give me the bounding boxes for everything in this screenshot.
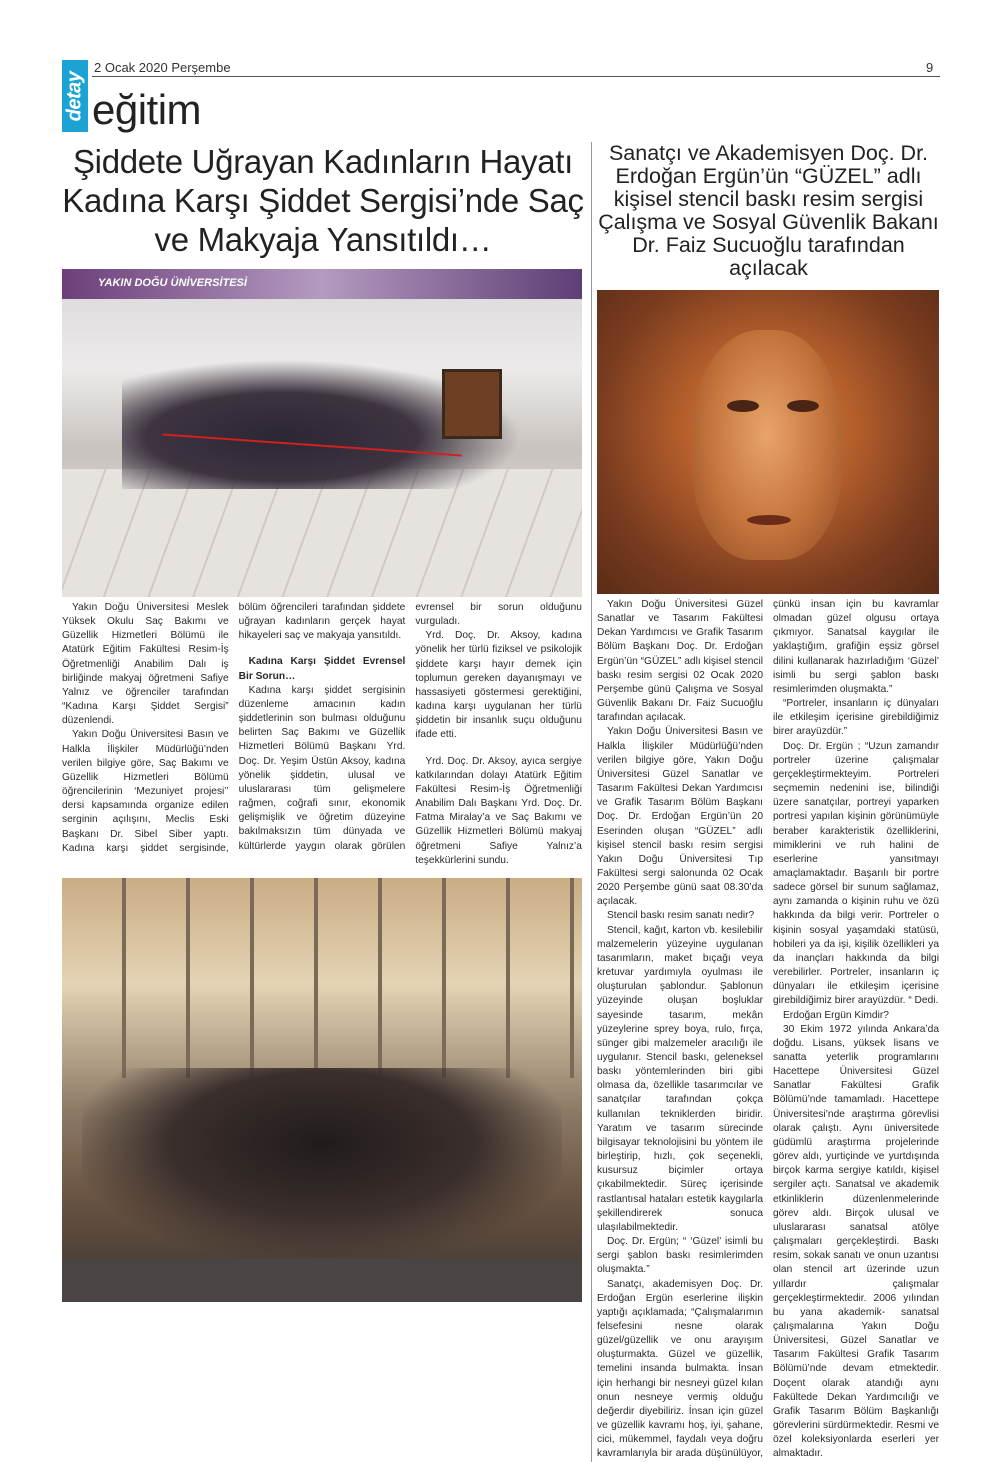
university-banner: YAKIN DOĞU ÜNİVERSİTESİ (62, 269, 582, 299)
paragraph: Kadına karşı şiddet sergisinin düzenleme amacının kadın şiddetlerinin son bulması olduğunu belirten Saç Bakımı ve Güzellik Hizmetleri Bölümü Başkanı Yrd. Doç. Dr. Yeşim Üstün Aksoy, kadına yönelik şiddetin, ulusal ve uluslararası tüm gelişmelere rağmen, coğrafi sınır, ekonomik gelişmişlik ve öğretim düzeyine bakılmaksızın tüm dünyada ve kültürlerde yaygın olarak görülen evrensel bir sorun olduğunu vurguladı. (238, 602, 582, 852)
exhibition-opening-photo (62, 269, 582, 597)
page-number: 9 (926, 60, 934, 75)
section-title: eğitim (92, 86, 202, 133)
subheading: Kadına Karşı Şiddet Evrensel Bir Sorun… (238, 656, 406, 682)
newspaper-logo: detay (62, 60, 88, 132)
left-article (62, 142, 584, 1302)
right-article-headline: Sanatçı ve Akademisyen Doç. Dr. Erdoğan Ergün’ün “GÜZEL” adlı kişisel stencil baskı resim sergisi Çalışma ve Sosyal Güvenlik Bakanı Dr. Faiz Sucuoğlu tarafından açılacak (598, 141, 939, 280)
left-article-body (62, 601, 582, 868)
left-article-headline: Şiddete Uğrayan Kadınların Hayatı Kadına Karşı Şiddet Sergisi’nde Saç ve Makyaja Yansıtıldı… (62, 143, 584, 258)
paragraph: 30 Ekim 1972 yılında Ankara’da doğdu. Lisans, yüksek lisans ve sanatta yeterlik programlarını Hacettepe Üniversitesi Güzel Sanatlar Fakültesi Grafik Bölümü’nde tamamladı. Hacettepe Üniversitesi’nde araştırma görevlisi olarak çalıştı. Aynı üniversitede güdümlü araştırma projelerinde görev aldı, yurtiçinde ve yurtdışında birçok karma sergiye katıldı, kişisel sergiler açtı. Sanatsal ve akademik etkinliklerin düzenlenmelerinde görev aldı. Birçok ulusal ve uluslararası sanatsal atölye çalışmaları gerçekleştirdi. Baskı resim, sokak sanatı ve onun uzantısı olan stencil art üzerinde uzun yıllardır çalışmalar gerçekleştirmektedir. 2006 yılından bu yana akademik- sanatsal çalışmalarına Yakın Doğu Üniversitesi, Güzel Sanatlar ve Tasarım Fakültesi Grafik Tasarım Bölümü’nde devam etmektedir. Doçent olarak atandığı aynı Fakültede Dekan Yardımcılığı ve Grafik Tasarım Bölüm Başkanlığı görevlerini sürdürmektedir. Resmi ve özel koleksiyonlarda eserleri yer almaktadır. (773, 1023, 939, 1460)
right-article-body (597, 598, 939, 1462)
paragraph: Yakın Doğu Üniversitesi Basın ve Halkla İlişkiler Müdürlüğü’nden verilen bilgiye göre, Yakın Doğu Üniversitesi Güzel Sanatlar ve Tasarım Fakültesi Dekan Yardımcısı ve Grafik Tasarım Bölüm Başkanı Doç. Dr. Erdoğan Ergün’ün 20 Eserinden oluşan “GÜZEL” adlı kişisel stencil baskı resim sergisi Yakın Doğu Üniversitesi Tıp Fakültesi sergi salonunda 02 Ocak 2020 Perşembe günü saat 08.30’da açılacak. (597, 726, 763, 908)
paragraph: Doç. Dr. Ergün; “ ‘Güzel’ isimli bu sergi şablon baskı resimlerimden oluşmakta.” (597, 1236, 763, 1276)
portrait-easel (442, 369, 502, 439)
paragraph: Yrd. Doç. Dr. Aksoy, ayıca sergiye katkılarından dolayı Atatürk Eğitim Fakültesi Resim-İş Öğretmenliği Anabilim Dalı Başkanı Yrd. Doç. Dr. Fatma Miralay’a ve Saç Bakımı ve Güzellik Hizmetleri Bölümü makyaj öğretmeni Safiye Yalnız’a teşekkürlerini sundu. (415, 755, 582, 866)
paragraph: Yakın Doğu Üniversitesi Güzel Sanatlar ve Tasarım Fakültesi Dekan Yardımcısı ve Grafik Tasarım Bölüm Başkanı Doç. Dr. Erdoğan Ergün’ün “GÜZEL” adlı kişisel stencil baskı resim sergisi 02 Ocak 2020 Perşembe günü Çalışma ve Sosyal Güvenlik Bakanı Dr. Faiz Sucuoğlu tarafından açılacak. (597, 599, 763, 724)
paragraph: “Portreler, insanların iç dünyaları ile etkileşim içerisine girebildiğimiz birer arayüzdür.” (773, 698, 939, 738)
paragraph: Yakın Doğu Üniversitesi Meslek Yüksek Okulu Saç Bakımı ve Güzellik Hizmetleri Bölümü ile Atatürk Eğitim Fakültesi Resim-İş Öğretmenliği Anabilim Dalı iş birliğinde makyaj öğretmeni Safiye Yalnız ve öğrenciler tarafından “Kadına Karşı Şiddet Sergisi” düzenlendi. (62, 602, 229, 727)
stencil-portrait-artwork (597, 290, 939, 594)
paragraph: Yakın Doğu Üniversitesi Basın ve Halkla İlişkiler Müdürlüğü’nden verilen bilgiye göre, Saç Bakımı ve Güzellik Hizmetleri Bölümü öğrencilerinin ‘Mezuniyet projesi’’ dersi kapsamında organize edilen serginin açılışını, Meclis Eski Başkanı Dr. Sibel Siber yaptı. Kadına karşı şiddet sergisinde, bölüm öğrencileri tarafından şiddete uğrayan kadınların gerçek hayat hikayeleri saç ve makyaja yansıtıldı. (62, 602, 406, 854)
paragraph: Stencil baskı resim sanatı nedir? (607, 910, 755, 922)
issue-date: 2 Ocak 2020 Perşembe (94, 60, 231, 75)
paragraph: Doç. Dr. Ergün ; “Uzun zamandır portreler üzerine çalışmalar gerçekleştirmekteyim. Portreleri seçmemin nedenini ise, bilindiği üzere sanatçılar, portreyi yaparken portresi yapılan kişinin görünümüyle beraber karakteristik özelliklerini, mimiklerini ve ruh halini de eserlerine yansıtmayı amaçlamaktadır. Başarılı bir portre sadece görsel bir sunum sağlamaz, aynı zamanda o kişinin ruhu ve özü hakkında da bilgi verir. Portreler o kişinin sosyal yaşamdaki statüsü, hobileri ya da işi, kişilik özellikleri ya da inançları hakkında da bilgi verebilirler. Portreler, insanların iç dünyaları ile etkileşim içerisine girebildiğimiz birer arayüzdür. “ Dedi. (773, 740, 939, 1007)
paragraph: Stencil, kağıt, karton vb. kesilebilir malzemelerin yüzeyine uygulanan tasarımların, maket bıçağı veya kretuvar yardımıyla oyulması ile oluşturulan şablondur. Şablonun yüzeyinde oluşan boşluklar sayesinde tasarım, mekân yüzeylerine sprey boya, rulo, fırça, sünger gibi malzemeler aracılığı ile uygulanır. Stencil baskı, geleneksel baskı yöntemlerinden biri gibi olmasa da, özellikle tasarımcılar ve sanatçılar tarafından çokça kullanılan tekniklerden biridir. Yaratım ve tasarım sürecinde bilgisayar teknolojisini bu yöntem ile birleştirip, hızlı, çok seçenekli, kusursuz biçimler ortaya çıkabilmektedir. Süreç içerisinde rastlantısal hataları estetik kaygılarla şekillendirerek sonuca ulaşılabilmektedir. (597, 924, 763, 1233)
paragraph: Erdoğan Ergün Kimdir? (783, 1009, 889, 1021)
group-photo (62, 878, 582, 1302)
header-rule (92, 76, 940, 77)
paragraph: Sanatçı, akademisyen Doç. Dr. Erdoğan Ergün eserlerine ilişkin yaptığı açıklamada; “Çalışmalarımın felsefesini nesne olarak güzel/güzellik ve onu arayışım oluşturmakta. Güzel ve güzellik, temelini insanda bulmakta. İnsan için herhangi bir nesneyi güzel kılan onun nesneye vermiş olduğu değerdir diyebiliriz. İnsan için güzel ve güzellik kavramı hoş, iyi, şahane, cici, mükemmel, faydalı veya doğru kavramlarıyla bir arada düşünülüyor, çünkü insan için bu kavramlar olmadan güzel olgusu ortaya çıkmıyor. Sanatsal kaygılar ile yaklaştığım, grafiğin eşsiz görsel dilini kullanarak hazırladığım ‘Güzel’ isimli bu sergi şablon baskı resimlerimden oluşmakta.” (597, 599, 939, 1460)
right-article (591, 142, 940, 1462)
paragraph: Yrd. Doç. Dr. Aksoy, kadına yönelik her türlü fiziksel ve psikolojik şiddete karşı hayır demek için toplumun gereken dayanışmayı ve hassasiyeti göstermesi gerektiğini, kadına karşı uygulanan her türlü şiddetin bir insanlık suçu olduğunu ifade etti. (415, 630, 582, 741)
